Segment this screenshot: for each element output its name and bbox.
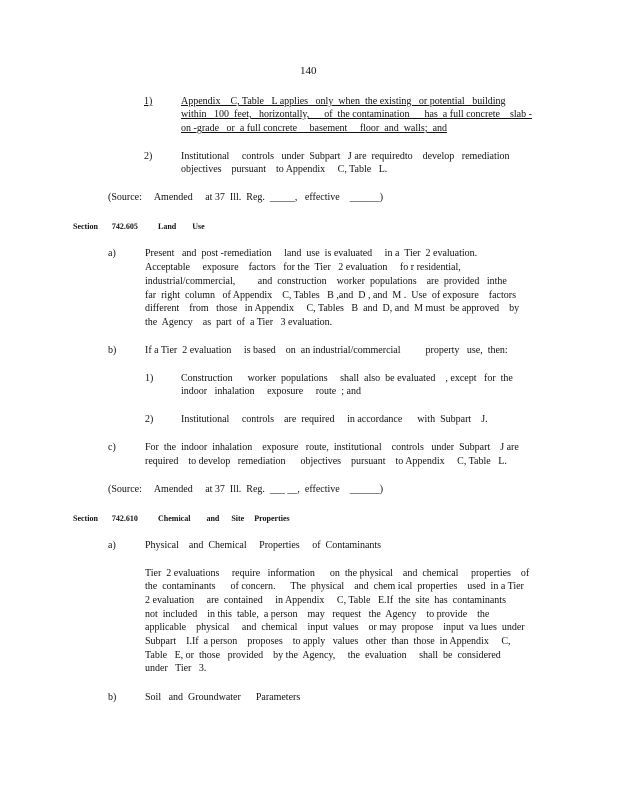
- paragraph-line: Subpart I.If a person proposes to apply values other than those in Appendix C,: [145, 636, 511, 647]
- list-marker: b): [108, 692, 117, 703]
- list-marker: 2): [144, 151, 153, 162]
- item1-line: Appendix C, Table L applies only when the existing or potential building: [181, 96, 506, 107]
- section-title: Land Use: [158, 222, 205, 231]
- item1-line: on -grade or a full concrete basement floor and walls; and: [181, 123, 448, 134]
- subsection-heading: Soil and Groundwater Parameters: [145, 692, 301, 703]
- list-marker: 1): [145, 373, 154, 384]
- list-marker: a): [108, 248, 116, 259]
- list-marker: 2): [145, 414, 154, 425]
- paragraph-line: under Tier 3.: [145, 663, 207, 674]
- paragraph-line: different from those in Appendix C, Tables B and D, and M must be approved by: [145, 303, 520, 314]
- paragraph-line: the Agency as part of a Tier 3 evaluation.: [145, 317, 333, 328]
- page-number: 140: [300, 65, 317, 77]
- paragraph-line: not included in this table, a person may request the Agency to provide the: [145, 609, 490, 620]
- paragraph-line: 2 evaluation are contained in Appendix C, Table E.If the site has contaminants: [145, 595, 506, 606]
- paragraph-line: Tier 2 evaluations require information on the physical and chemical properties of: [145, 568, 530, 579]
- list-marker: 1): [144, 96, 153, 107]
- paragraph-line: If a Tier 2 evaluation is based on an industrial/commercial property use, then:: [145, 345, 508, 356]
- paragraph-line: Present and post -remediation land use is evaluated in a Tier 2 evaluation.: [145, 248, 478, 259]
- paragraph-line: Construction worker populations shall also be evaluated , except for the: [181, 373, 513, 384]
- section-title: Chemical and Site Properties: [158, 514, 290, 523]
- paragraph-line: applicable physical and chemical input values or may propose input va lues under: [145, 622, 525, 633]
- source-note: (Source: Amended at 37 Ill. Reg. ___ __, effective ______): [108, 484, 384, 495]
- section-number: Section 742.610: [73, 514, 138, 523]
- paragraph-line: For the indoor inhalation exposure route, institutional controls under Subpart J are: [145, 442, 519, 453]
- paragraph-line: far right column of Appendix C, Tables B ,and D , and M . Use of exposure factors: [145, 290, 516, 301]
- subsection-heading: Physical and Chemical Properties of Contaminants: [145, 540, 382, 551]
- list-marker: a): [108, 540, 116, 551]
- item2-line: objectives pursuant to Appendix C, Table L.: [181, 164, 388, 175]
- paragraph-line: required to develop remediation objectives pursuant to Appendix C, Table L.: [145, 456, 507, 467]
- list-marker: c): [108, 442, 116, 453]
- section-number: Section 742.605: [73, 222, 138, 231]
- paragraph-line: indoor inhalation exposure route ; and: [181, 386, 361, 397]
- paragraph-line: Institutional controls are required in accordance with Subpart J.: [181, 414, 488, 425]
- item1-line: within 100 feet, horizontally, of the contamination has a full concrete slab -: [181, 109, 532, 120]
- list-marker: b): [108, 345, 117, 356]
- paragraph-line: industrial/commercial, and construction worker populations are provided inthe: [145, 276, 507, 287]
- item2-line: Institutional controls under Subpart J are requiredto develop remediation: [181, 151, 510, 162]
- paragraph-line: Table E, or those provided by the Agency, the evaluation shall be considered: [145, 650, 501, 661]
- source-note: (Source: Amended at 37 Ill. Reg. _____, effective ______): [108, 192, 384, 203]
- paragraph-line: Acceptable exposure factors for the Tier 2 evaluation fo r residential,: [145, 262, 461, 273]
- paragraph-line: the contaminants of concern. The physical and chem ical properties used in a Tier: [145, 581, 524, 592]
